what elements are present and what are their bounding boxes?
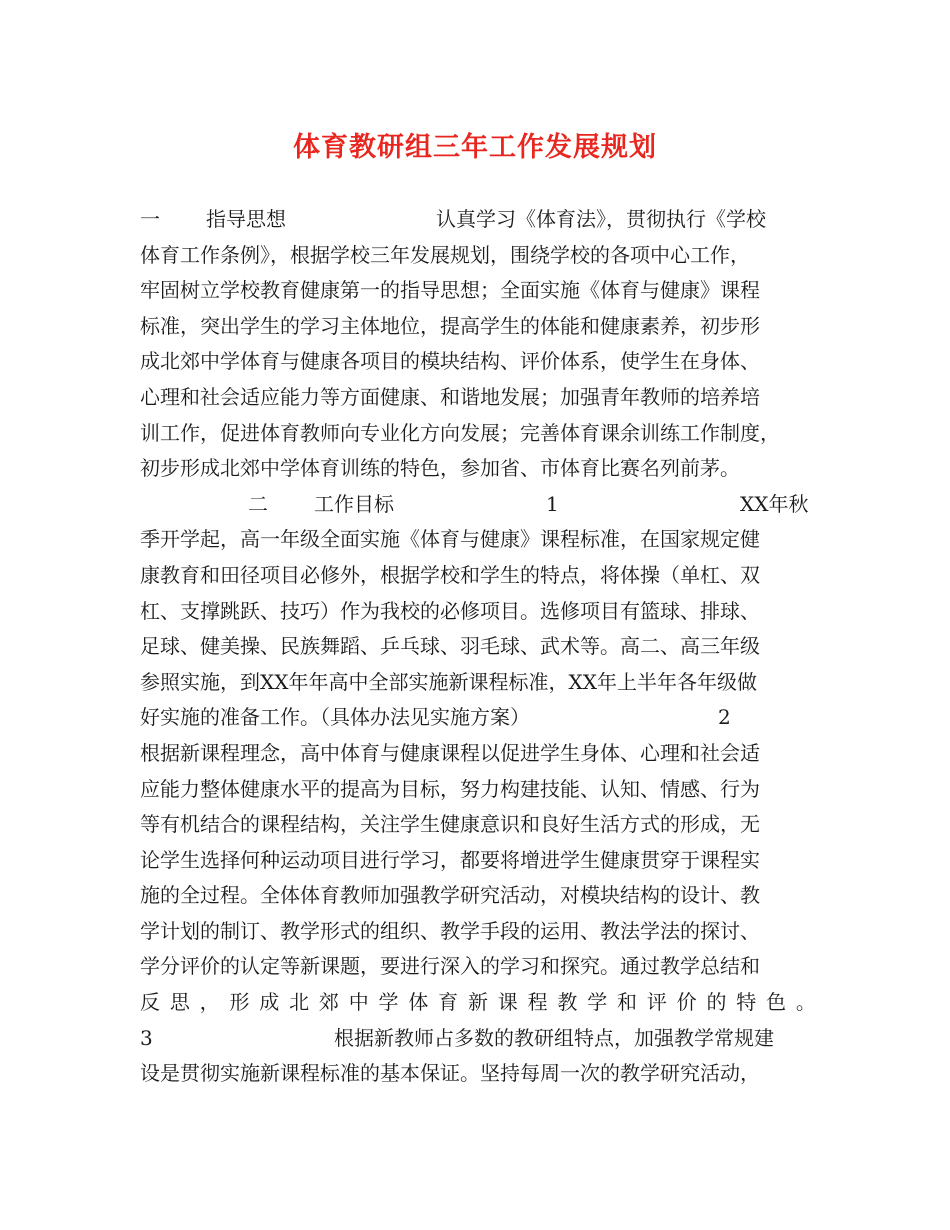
- text-line: 参照实施，到XX年年高中全部实施新课程标准，XX年上半年各年级做: [140, 669, 757, 694]
- glyph: 和: [617, 990, 637, 1015]
- glyph: 价: [676, 990, 697, 1015]
- glyph: 郊: [318, 990, 339, 1015]
- glyph: 学: [587, 990, 608, 1015]
- glyph: 色: [766, 990, 787, 1015]
- section-heading: 指导思想: [206, 207, 286, 231]
- section-number: 一: [140, 207, 160, 231]
- text-line: 学分评价的认定等新课题，要进行深入的学习和探究。通过教学总结和: [140, 954, 760, 979]
- glyph: 反: [140, 990, 160, 1015]
- text-line: 根据新课程理念，高中体育与健康课程以促进学生身体、心理和社会适: [140, 740, 760, 765]
- text-line: [140, 700, 816, 736]
- text-line: [140, 985, 816, 1021]
- glyph: 程: [527, 990, 548, 1015]
- paragraph-text: XX年秋: [740, 491, 809, 516]
- document-title: 体育教研组三年工作发展规划: [293, 132, 657, 163]
- section-heading: 工作目标: [314, 491, 394, 516]
- paragraph-text: 根据新教师占多数的教研组特点，加强教学常规建: [334, 1025, 774, 1050]
- glyph: 育: [438, 990, 459, 1015]
- text-line: 标准，突出学生的学习主体地位，提高学生的体能和健康素养，初步形: [140, 313, 760, 338]
- text-line: 杠、支撑跳跃、技巧）作为我校的必修项目。选修项目有篮球、排球、: [140, 598, 760, 623]
- text-line: 训工作，促进体育教师向专业化方向发展；完善体育课余训练工作制度，: [140, 420, 780, 445]
- glyph: ，: [199, 990, 220, 1015]
- text-line: 应能力整体健康水平的提高为目标，努力构建技能、认知、情感、行为: [140, 776, 760, 801]
- glyph: 评: [646, 990, 667, 1015]
- document-body: [140, 202, 816, 1092]
- glyph: 特: [736, 990, 757, 1015]
- text-line: 体育工作条例》，根据学校三年发展规划，围绕学校的各项中心工作，: [140, 242, 750, 267]
- item-number: 1: [546, 491, 559, 516]
- text-line: 论学生选择何种运动项目进行学习，都要将增进学生健康贯穿于课程实: [140, 847, 760, 872]
- text-line: [140, 487, 816, 523]
- glyph: 思: [169, 990, 190, 1015]
- glyph: 。: [795, 990, 816, 1015]
- glyph: 教: [557, 990, 578, 1015]
- glyph: 的: [706, 990, 727, 1015]
- text-line: 季开学起，高一年级全面实施《体育与健康》课程标准，在国家规定健: [140, 527, 760, 552]
- glyph: 形: [229, 990, 250, 1015]
- paragraph-text: 认真学习《体育法》，贯彻执行《学校: [436, 207, 766, 231]
- item-number: 3: [140, 1025, 153, 1050]
- item-number: 2: [718, 705, 731, 730]
- text-line: 心理和社会适应能力等方面健康、和谐地发展；加强青年教师的培养培: [140, 384, 760, 409]
- glyph: 新: [467, 990, 488, 1015]
- text-line: [140, 1021, 816, 1057]
- text-line: 等有机结合的课程结构，关注学生健康意识和良好生活方式的形成，无: [140, 812, 760, 837]
- text-line: 康教育和田径项目必修外，根据学校和学生的特点，将体操（单杠、双: [140, 562, 760, 587]
- glyph: 成: [259, 990, 280, 1015]
- glyph: 课: [497, 990, 518, 1015]
- glyph: 北: [289, 990, 310, 1015]
- text-line: 牢固树立学校教育健康第一的指导思想；全面实施《体育与健康》课程: [140, 278, 760, 303]
- text-line: 学计划的制订、教学形式的组织、教学手段的运用、教法学法的探讨、: [140, 918, 760, 943]
- text-line: 足球、健美操、民族舞蹈、乒乓球、羽毛球、武术等。高二、高三年级: [140, 634, 760, 659]
- text-line: 初步形成北郊中学体育训练的特色，参加省、市体育比赛名列前茅。: [140, 456, 740, 481]
- glyph: 学: [378, 990, 399, 1015]
- text-line: 设是贯彻实施新课程标准的基本保证。坚持每周一次的教学研究活动，: [140, 1061, 760, 1086]
- section-number: 二: [248, 491, 268, 516]
- text-line: 施的全过程。全体体育教师加强教学研究活动，对模块结构的设计、教: [140, 883, 760, 908]
- text-line: [140, 202, 816, 238]
- glyph: 中: [348, 990, 369, 1015]
- paragraph-text: 好实施的准备工作。（具体办法见实施方案）: [140, 705, 530, 730]
- glyph: 体: [408, 990, 429, 1015]
- text-line: 成北郊中学体育与健康各项目的模块结构、评价体系，使学生在身体、: [140, 349, 760, 374]
